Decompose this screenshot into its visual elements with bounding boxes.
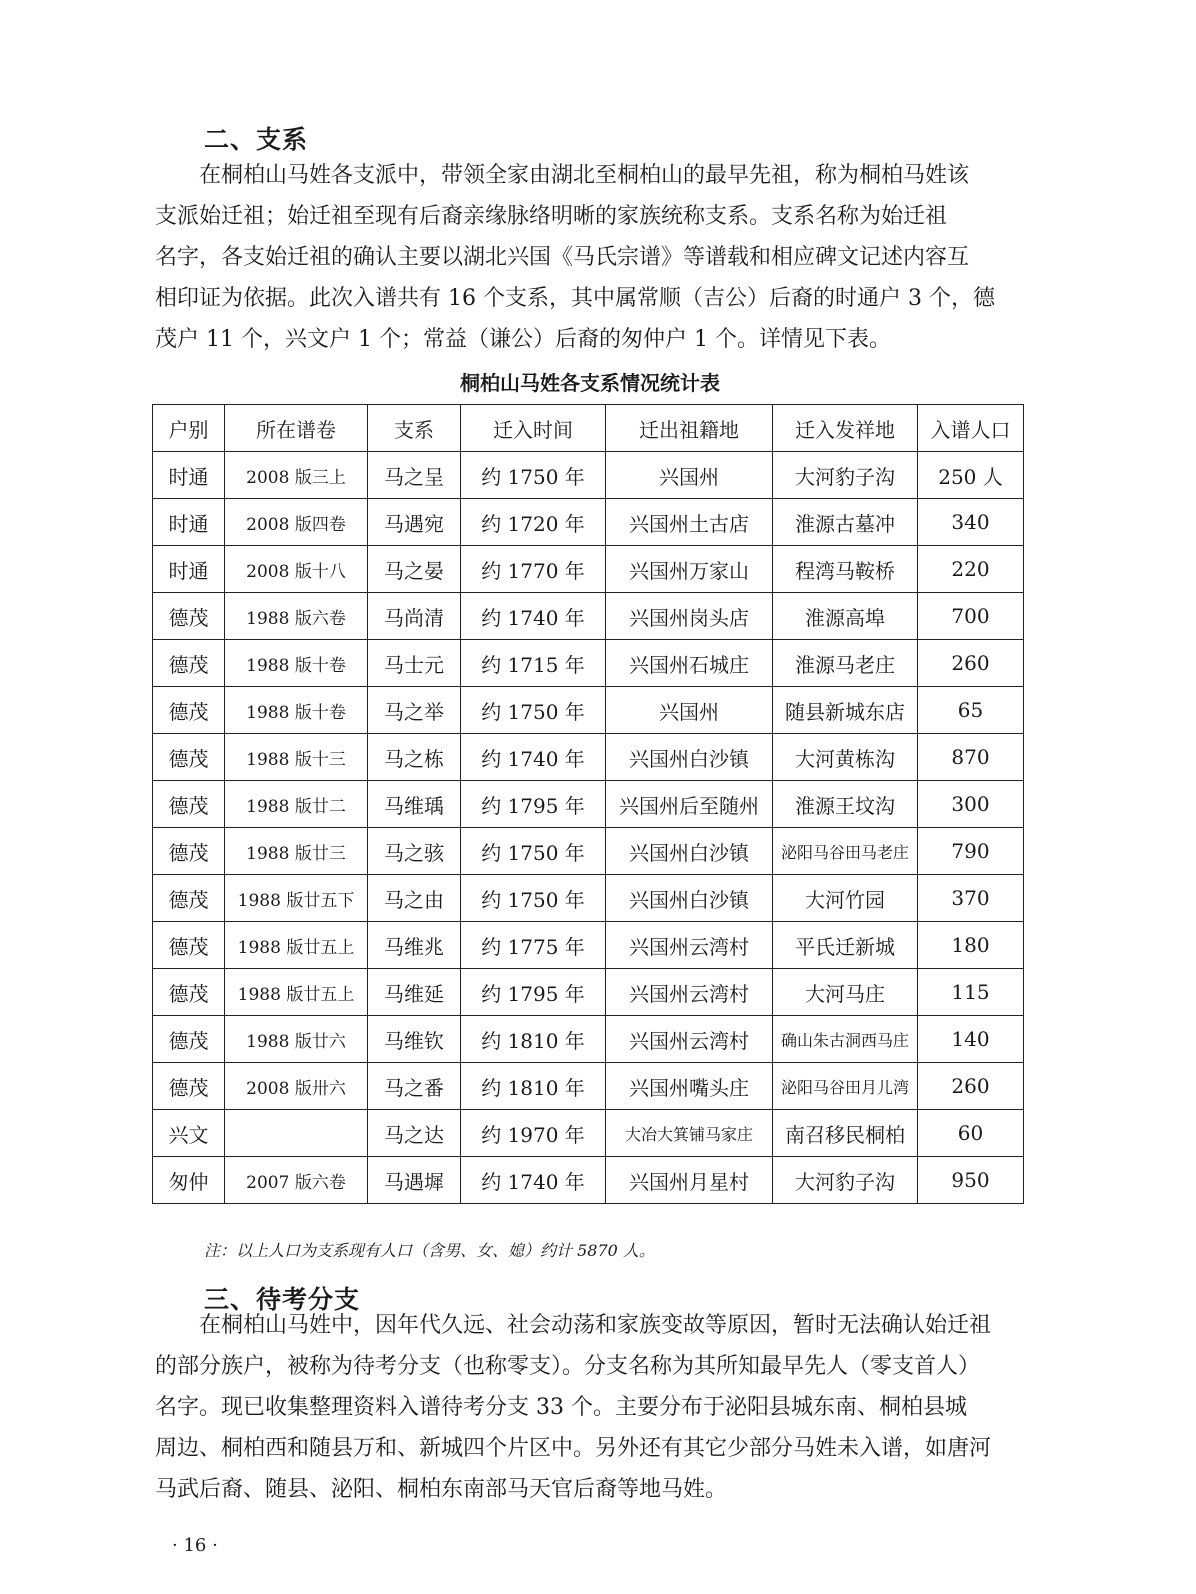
table-cell: 兴国州云湾村	[606, 922, 773, 969]
table-cell: 大河竹园	[773, 875, 918, 922]
table-cell: 220	[918, 546, 1024, 593]
table-cell: 德茂	[153, 734, 225, 781]
table-cell: 大河黄栋沟	[773, 734, 918, 781]
table-cell: 马尚清	[368, 593, 461, 640]
table-cell: 65	[918, 687, 1024, 734]
table-cell: 程湾马鞍桥	[773, 546, 918, 593]
table-cell: 大河马庄	[773, 969, 918, 1016]
table-cell: 1988 版廿五下	[225, 875, 368, 922]
column-header: 迁入时间	[461, 405, 606, 452]
table-cell: 德茂	[153, 1016, 225, 1063]
section-3-heading: 三、待考分支	[204, 1285, 361, 1314]
table-cell: 790	[918, 828, 1024, 875]
table-cell: 德茂	[153, 781, 225, 828]
table-cell: 马之呈	[368, 452, 461, 499]
paragraph-line: 马武后裔、随县、泌阳、桐柏东南部马天官后裔等地马姓。	[155, 1477, 728, 1502]
table-cell: 约 1750 年	[461, 687, 606, 734]
table-row	[153, 969, 1024, 1016]
paragraph-line: 名字。现已收集整理资料入谱待考分支 33 个。主要分布于泌阳县城东南、桐柏县城	[155, 1395, 967, 1420]
table-row	[153, 1110, 1024, 1157]
table-title: 桐柏山马姓各支系情况统计表	[460, 371, 720, 395]
table-cell: 1988 版廿五上	[225, 969, 368, 1016]
table-cell: 约 1740 年	[461, 593, 606, 640]
table-cell: 115	[918, 969, 1024, 1016]
table-row	[153, 1157, 1024, 1204]
table-cell: 1988 版廿三	[225, 828, 368, 875]
table-cell: 德茂	[153, 969, 225, 1016]
table-cell: 兴国州月星村	[606, 1157, 773, 1204]
table-row	[153, 1016, 1024, 1063]
table-cell: 泌阳马谷田马老庄	[773, 828, 918, 875]
table-cell: 德茂	[153, 922, 225, 969]
table-cell: 约 1740 年	[461, 734, 606, 781]
column-header: 迁出祖籍地	[606, 405, 773, 452]
table-cell: 德茂	[153, 640, 225, 687]
table-row	[153, 640, 1024, 687]
table-cell: 约 1795 年	[461, 969, 606, 1016]
table-cell: 约 1750 年	[461, 452, 606, 499]
table-cell: 德茂	[153, 687, 225, 734]
table-cell: 260	[918, 640, 1024, 687]
table-cell: 约 1715 年	[461, 640, 606, 687]
table-row	[153, 452, 1024, 499]
table-cell: 兴国州	[606, 452, 773, 499]
table-cell: 平氏迁新城	[773, 922, 918, 969]
table-cell: 兴国州云湾村	[606, 969, 773, 1016]
table-cell: 马之达	[368, 1110, 461, 1157]
section-2-heading: 二、支系	[204, 125, 309, 154]
table-cell: 大河豹子沟	[773, 1157, 918, 1204]
table-cell: 淮源马老庄	[773, 640, 918, 687]
table-header-row	[153, 405, 1024, 452]
table-cell: 约 1750 年	[461, 828, 606, 875]
table-cell: 马维兆	[368, 922, 461, 969]
paragraph-line: 相印证为依据。此次入谱共有 16 个支系，其中属常顺（吉公）后裔的时通户 3 个，德	[155, 286, 995, 311]
table-cell: 2008 版卅六	[225, 1063, 368, 1110]
branch-statistics-table	[152, 404, 1024, 1204]
table-cell: 马之由	[368, 875, 461, 922]
table-cell: 时通	[153, 452, 225, 499]
table-cell: 兴国州土古店	[606, 499, 773, 546]
table-cell: 1988 版十三	[225, 734, 368, 781]
table-cell: 时通	[153, 546, 225, 593]
table-cell: 马之骇	[368, 828, 461, 875]
table-cell: 兴国州白沙镇	[606, 875, 773, 922]
table-cell: 约 1775 年	[461, 922, 606, 969]
table-cell: 1988 版六卷	[225, 593, 368, 640]
table-row	[153, 922, 1024, 969]
table-cell: 马遇墀	[368, 1157, 461, 1204]
table-cell: 约 1750 年	[461, 875, 606, 922]
table-cell: 180	[918, 922, 1024, 969]
table-cell: 1988 版十卷	[225, 687, 368, 734]
table-cell: 淮源古墓冲	[773, 499, 918, 546]
column-header: 户别	[153, 405, 225, 452]
section-2-paragraph	[155, 155, 1025, 360]
table-cell: 兴国州白沙镇	[606, 734, 773, 781]
paragraph-line: 在桐柏山马姓中，因年代久远、社会动荡和家族变故等原因，暂时无法确认始迁祖	[199, 1313, 992, 1338]
table-cell: 匆仲	[153, 1157, 225, 1204]
table-cell: 260	[918, 1063, 1024, 1110]
paragraph-line: 周边、桐柏西和随县万和、新城四个片区中。另外还有其它少部分马姓未入谱，如唐河	[155, 1436, 992, 1461]
table-cell: 约 1810 年	[461, 1063, 606, 1110]
table-cell: 马之晏	[368, 546, 461, 593]
table-cell: 淮源高埠	[773, 593, 918, 640]
table-cell: 1988 版廿二	[225, 781, 368, 828]
table-cell: 淮源王坟沟	[773, 781, 918, 828]
table-cell: 兴国州后至随州	[606, 781, 773, 828]
table-row	[153, 875, 1024, 922]
table-cell: 兴国州云湾村	[606, 1016, 773, 1063]
table-cell	[225, 1110, 368, 1157]
table-row	[153, 828, 1024, 875]
table-cell: 1988 版廿五上	[225, 922, 368, 969]
table-cell: 950	[918, 1157, 1024, 1204]
table-cell: 约 1970 年	[461, 1110, 606, 1157]
table-note: 注：以上人口为支系现有人口（含男、女、媳）约计 5870 人。	[204, 1241, 655, 1260]
table-cell: 2008 版十八	[225, 546, 368, 593]
table-cell: 泌阳马谷田月儿湾	[773, 1063, 918, 1110]
table-cell: 2008 版三上	[225, 452, 368, 499]
table-cell: 时通	[153, 499, 225, 546]
table-row	[153, 781, 1024, 828]
table-cell: 德茂	[153, 828, 225, 875]
table-cell: 德茂	[153, 875, 225, 922]
table-row	[153, 593, 1024, 640]
table-cell: 兴国州白沙镇	[606, 828, 773, 875]
table-cell: 马士元	[368, 640, 461, 687]
paragraph-line: 名字，各支始迁祖的确认主要以湖北兴国《马氏宗谱》等谱载和相应碑文记述内容互	[155, 245, 970, 270]
table-cell: 马之番	[368, 1063, 461, 1110]
table-cell: 马遇宛	[368, 499, 461, 546]
paragraph-line: 在桐柏山马姓各支派中，带领全家由湖北至桐柏山的最早先祖，称为桐柏马姓该	[199, 163, 970, 188]
column-header: 所在谱卷	[225, 405, 368, 452]
table-row	[153, 546, 1024, 593]
paragraph-line: 支派始迁祖；始迁祖至现有后裔亲缘脉络明晰的家族统称支系。支系名称为始迁祖	[155, 204, 948, 229]
table-row	[153, 1063, 1024, 1110]
table-cell: 确山朱古洞西马庄	[773, 1016, 918, 1063]
table-cell: 约 1720 年	[461, 499, 606, 546]
table-cell: 约 1770 年	[461, 546, 606, 593]
table-cell: 马维钦	[368, 1016, 461, 1063]
table-cell: 大河豹子沟	[773, 452, 918, 499]
table-cell: 870	[918, 734, 1024, 781]
table-cell: 兴国州嘴头庄	[606, 1063, 773, 1110]
column-header: 迁入发祥地	[773, 405, 918, 452]
table-row	[153, 734, 1024, 781]
table-cell: 1988 版廿六	[225, 1016, 368, 1063]
table-row	[153, 687, 1024, 734]
table-cell: 兴国州岗头店	[606, 593, 773, 640]
table-cell: 马维延	[368, 969, 461, 1016]
table-cell: 南召移民桐柏	[773, 1110, 918, 1157]
table-cell: 约 1740 年	[461, 1157, 606, 1204]
table-cell: 370	[918, 875, 1024, 922]
page-number: · 16 ·	[172, 1535, 218, 1556]
table-cell: 60	[918, 1110, 1024, 1157]
table-cell: 250 人	[918, 452, 1024, 499]
column-header: 入谱人口	[918, 405, 1024, 452]
table-cell: 兴国州	[606, 687, 773, 734]
table-cell: 德茂	[153, 1063, 225, 1110]
table-cell: 1988 版十卷	[225, 640, 368, 687]
table-cell: 2008 版四卷	[225, 499, 368, 546]
table-cell: 兴国州万家山	[606, 546, 773, 593]
table-row	[153, 499, 1024, 546]
table-cell: 马之举	[368, 687, 461, 734]
table-cell: 340	[918, 499, 1024, 546]
table-cell: 140	[918, 1016, 1024, 1063]
table-cell: 2007 版六卷	[225, 1157, 368, 1204]
table-cell: 约 1795 年	[461, 781, 606, 828]
table-cell: 兴国州石城庄	[606, 640, 773, 687]
table-cell: 马之栋	[368, 734, 461, 781]
table-cell: 300	[918, 781, 1024, 828]
table-cell: 约 1810 年	[461, 1016, 606, 1063]
paragraph-line: 茂户 11 个，兴文户 1 个；常益（谦公）后裔的匆仲户 1 个。详情见下表。	[155, 327, 891, 352]
paragraph-line: 的部分族户，被称为待考分支（也称零支）。分支名称为其所知最早先人（零支首人）	[155, 1354, 981, 1379]
table-cell: 德茂	[153, 593, 225, 640]
table-cell: 700	[918, 593, 1024, 640]
table-cell: 大冶大箕铺马家庄	[606, 1110, 773, 1157]
table-cell: 马维瑀	[368, 781, 461, 828]
section-3-paragraph	[155, 1305, 1025, 1510]
column-header: 支系	[368, 405, 461, 452]
table-cell: 兴文	[153, 1110, 225, 1157]
table-cell: 随县新城东店	[773, 687, 918, 734]
table-body	[153, 452, 1024, 1204]
